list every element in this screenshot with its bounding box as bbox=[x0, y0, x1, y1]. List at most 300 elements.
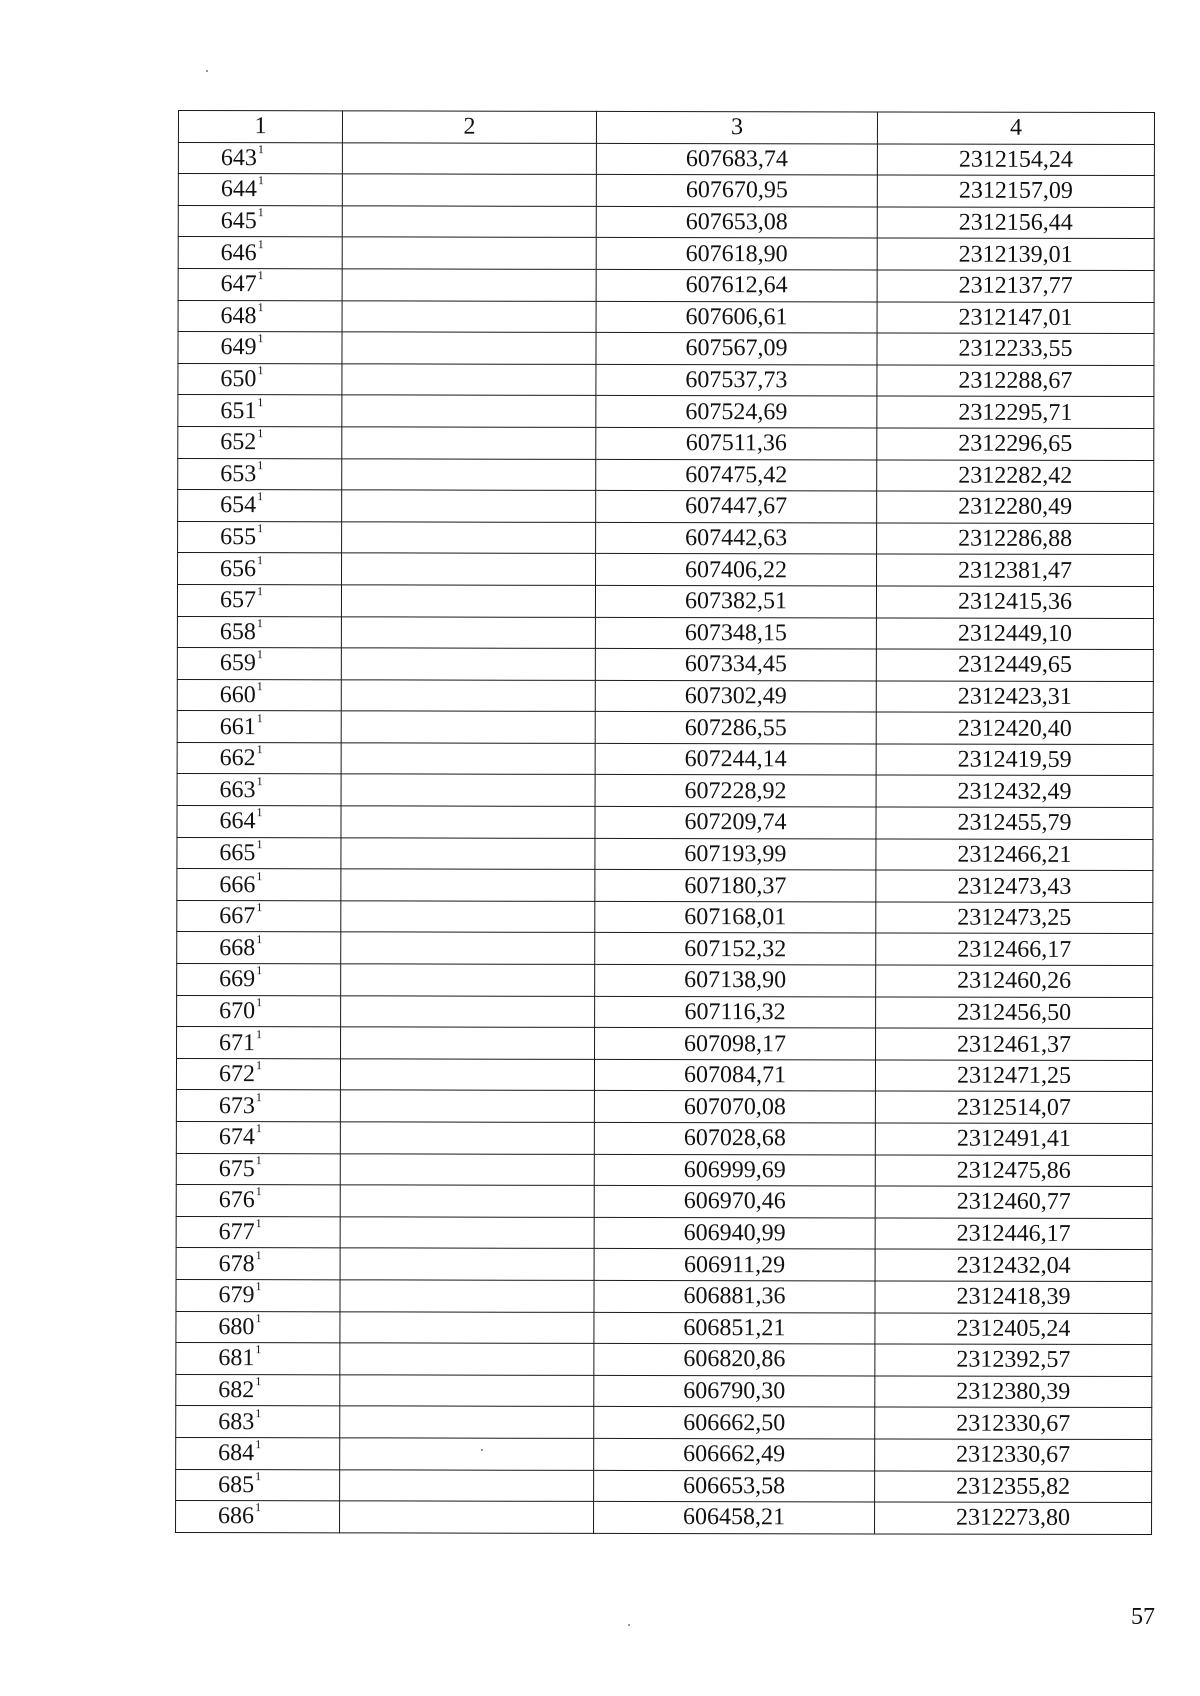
y-coordinate-cell: 2312418,39 bbox=[875, 1281, 1152, 1313]
y-coordinate-cell: 2312432,49 bbox=[876, 775, 1153, 807]
x-coordinate-cell: 607116,32 bbox=[595, 996, 876, 1028]
table-row bbox=[178, 426, 1154, 460]
x-coordinate-cell: 607302,49 bbox=[595, 680, 876, 712]
point-number-cell bbox=[177, 742, 341, 774]
table-row bbox=[176, 1501, 1152, 1535]
point-number-cell bbox=[178, 426, 342, 458]
point-number bbox=[220, 268, 264, 298]
y-coordinate-cell: 2312475,86 bbox=[875, 1155, 1152, 1187]
x-coordinate-cell: 607286,55 bbox=[595, 712, 876, 744]
point-superscript: 1 bbox=[257, 394, 264, 409]
point-number-cell bbox=[178, 521, 342, 553]
point-number-value: 644 bbox=[220, 176, 257, 203]
empty-cell bbox=[341, 711, 595, 743]
point-number-cell bbox=[178, 332, 342, 364]
point-number-cell bbox=[176, 1248, 340, 1280]
table-row bbox=[178, 395, 1154, 429]
point-number bbox=[219, 647, 263, 677]
y-coordinate-cell: 2312405,24 bbox=[875, 1313, 1152, 1345]
empty-cell bbox=[340, 1469, 594, 1501]
empty-cell bbox=[340, 1311, 594, 1343]
y-coordinate-cell: 2312461,37 bbox=[876, 1028, 1153, 1060]
point-number-cell bbox=[177, 584, 341, 616]
point-number-value: 652 bbox=[220, 429, 257, 456]
point-number bbox=[219, 710, 263, 740]
empty-cell bbox=[340, 1406, 594, 1438]
empty-cell bbox=[341, 837, 595, 869]
point-number bbox=[219, 837, 263, 867]
y-coordinate-cell: 2312286,88 bbox=[877, 523, 1154, 555]
empty-cell bbox=[342, 364, 596, 396]
x-coordinate-cell: 606881,36 bbox=[594, 1280, 875, 1312]
table-row bbox=[177, 648, 1153, 682]
y-coordinate-cell: 2312460,26 bbox=[876, 965, 1153, 997]
x-coordinate-cell: 606820,86 bbox=[594, 1344, 875, 1376]
point-superscript: 1 bbox=[255, 1279, 262, 1294]
point-number bbox=[218, 1342, 262, 1372]
table-row bbox=[178, 553, 1154, 587]
y-coordinate-cell: 2312491,41 bbox=[875, 1123, 1152, 1155]
point-superscript: 1 bbox=[256, 837, 263, 852]
y-coordinate-cell: 2312449,10 bbox=[876, 617, 1153, 649]
point-number-value: 685 bbox=[218, 1471, 255, 1498]
y-coordinate-cell: 2312415,36 bbox=[876, 586, 1153, 618]
point-number bbox=[219, 868, 263, 898]
point-number-cell bbox=[177, 1027, 341, 1059]
point-superscript: 1 bbox=[256, 931, 263, 946]
x-coordinate-cell: 607244,14 bbox=[595, 743, 876, 775]
point-number-value: 673 bbox=[218, 1092, 255, 1119]
header-cell-4: 4 bbox=[877, 112, 1154, 144]
x-coordinate-cell: 607567,09 bbox=[596, 333, 877, 365]
point-number-value: 654 bbox=[220, 492, 257, 519]
point-number-cell bbox=[177, 616, 341, 648]
point-number-value: 649 bbox=[220, 334, 257, 361]
table-row bbox=[176, 1406, 1152, 1440]
point-number-value: 655 bbox=[220, 524, 257, 551]
x-coordinate-cell: 607683,74 bbox=[596, 143, 877, 175]
table-row bbox=[178, 363, 1154, 397]
point-number bbox=[220, 457, 264, 487]
x-coordinate-cell: 607475,42 bbox=[596, 459, 877, 491]
empty-cell bbox=[340, 1248, 594, 1280]
table-row bbox=[176, 1437, 1152, 1471]
empty-cell bbox=[342, 142, 596, 174]
point-superscript: 1 bbox=[255, 1184, 262, 1199]
table-row bbox=[177, 900, 1153, 934]
point-number bbox=[220, 426, 264, 456]
y-coordinate-cell: 2312154,24 bbox=[877, 144, 1154, 176]
point-number-cell bbox=[176, 1185, 340, 1217]
point-number-cell bbox=[177, 900, 341, 932]
point-superscript: 1 bbox=[255, 1374, 262, 1389]
x-coordinate-cell: 607653,08 bbox=[596, 206, 877, 238]
table-row bbox=[177, 995, 1153, 1029]
point-superscript: 1 bbox=[257, 236, 264, 251]
point-number-cell bbox=[178, 553, 342, 585]
x-coordinate-cell: 606999,69 bbox=[594, 1154, 875, 1186]
point-number-value: 676 bbox=[218, 1187, 255, 1214]
x-coordinate-cell: 607348,15 bbox=[595, 617, 876, 649]
point-number-cell bbox=[177, 837, 341, 869]
point-superscript: 1 bbox=[257, 521, 264, 536]
empty-cell bbox=[341, 680, 595, 712]
table-header bbox=[178, 111, 1154, 145]
x-coordinate-cell: 607406,22 bbox=[596, 554, 877, 586]
y-coordinate-cell: 2312288,67 bbox=[877, 365, 1154, 397]
x-coordinate-cell: 607138,90 bbox=[595, 964, 876, 996]
point-number-cell bbox=[176, 1121, 340, 1153]
x-coordinate-cell: 607228,92 bbox=[595, 775, 876, 807]
point-number-cell bbox=[176, 1058, 340, 1090]
point-superscript: 1 bbox=[256, 679, 263, 694]
point-number bbox=[220, 331, 264, 361]
empty-cell bbox=[341, 932, 595, 964]
header-row bbox=[178, 111, 1154, 145]
x-coordinate-cell: 606911,29 bbox=[594, 1249, 875, 1281]
point-number-value: 683 bbox=[218, 1408, 255, 1435]
y-coordinate-cell: 2312473,43 bbox=[876, 870, 1153, 902]
point-number bbox=[220, 489, 264, 519]
point-superscript: 1 bbox=[256, 615, 263, 630]
point-number-value: 653 bbox=[220, 460, 257, 487]
y-coordinate-cell: 2312157,09 bbox=[877, 175, 1154, 207]
x-coordinate-cell: 606790,30 bbox=[594, 1375, 875, 1407]
table-row bbox=[176, 1311, 1152, 1345]
point-superscript: 1 bbox=[257, 268, 264, 283]
x-coordinate-cell: 607168,01 bbox=[595, 901, 876, 933]
point-superscript: 1 bbox=[256, 773, 263, 788]
point-number-value: 681 bbox=[218, 1345, 255, 1372]
header-cell-2: 2 bbox=[342, 111, 596, 143]
x-coordinate-cell: 607180,37 bbox=[595, 870, 876, 902]
y-coordinate-cell: 2312147,01 bbox=[877, 302, 1154, 334]
x-coordinate-cell: 607334,45 bbox=[595, 648, 876, 680]
x-coordinate-cell: 606662,50 bbox=[594, 1407, 875, 1439]
table-body bbox=[176, 142, 1155, 1534]
empty-cell bbox=[341, 869, 595, 901]
point-number-cell bbox=[176, 1501, 340, 1533]
point-superscript: 1 bbox=[257, 457, 264, 473]
empty-cell bbox=[341, 995, 595, 1027]
x-coordinate-cell: 607209,74 bbox=[595, 806, 876, 838]
table-row bbox=[176, 1216, 1152, 1250]
point-superscript: 1 bbox=[257, 173, 264, 188]
table-row bbox=[176, 1185, 1152, 1219]
table-row bbox=[177, 774, 1153, 808]
point-number bbox=[220, 173, 264, 203]
y-coordinate-cell: 2312514,07 bbox=[875, 1091, 1152, 1123]
empty-cell bbox=[341, 743, 595, 775]
point-superscript: 1 bbox=[256, 995, 263, 1010]
y-coordinate-cell: 2312466,17 bbox=[876, 933, 1153, 965]
point-number-value: 647 bbox=[220, 271, 257, 298]
point-number-cell bbox=[176, 1153, 340, 1185]
table-row bbox=[176, 1090, 1152, 1124]
table-row bbox=[178, 458, 1154, 492]
point-number-cell bbox=[176, 1437, 340, 1469]
table-row bbox=[177, 711, 1153, 745]
table-row bbox=[178, 490, 1154, 524]
point-number bbox=[219, 584, 264, 614]
point-number-cell bbox=[178, 142, 342, 174]
point-number-cell bbox=[177, 711, 341, 743]
table-row bbox=[176, 1058, 1152, 1092]
point-superscript: 1 bbox=[257, 489, 264, 504]
point-number bbox=[218, 1437, 262, 1467]
x-coordinate-cell: 607152,32 bbox=[595, 933, 876, 965]
x-coordinate-cell: 606662,49 bbox=[594, 1438, 875, 1470]
y-coordinate-cell: 2312466,21 bbox=[876, 839, 1153, 871]
point-superscript: 1 bbox=[256, 868, 263, 883]
point-number bbox=[218, 1279, 262, 1309]
point-number-value: 678 bbox=[218, 1250, 255, 1277]
point-number bbox=[218, 1405, 262, 1435]
y-coordinate-cell: 2312381,47 bbox=[877, 554, 1154, 586]
point-superscript: 1 bbox=[256, 742, 263, 757]
empty-cell bbox=[340, 1122, 594, 1154]
point-number bbox=[218, 1216, 262, 1246]
point-number-value: 645 bbox=[220, 208, 257, 235]
point-number-value: 656 bbox=[220, 555, 257, 582]
point-superscript: 1 bbox=[257, 300, 264, 315]
point-superscript: 1 bbox=[255, 1121, 262, 1136]
x-coordinate-cell: 606458,21 bbox=[594, 1501, 875, 1533]
table-row bbox=[176, 1469, 1152, 1503]
point-number-cell bbox=[178, 205, 342, 237]
point-number-value: 664 bbox=[219, 808, 256, 835]
x-coordinate-cell: 607070,08 bbox=[594, 1091, 875, 1123]
table-row bbox=[178, 205, 1154, 239]
table-row bbox=[176, 1248, 1152, 1282]
y-coordinate-cell: 2312330,67 bbox=[875, 1407, 1152, 1439]
empty-cell bbox=[342, 237, 596, 269]
point-number-cell bbox=[176, 1343, 340, 1375]
y-coordinate-cell: 2312330,67 bbox=[875, 1439, 1152, 1471]
point-number bbox=[220, 394, 264, 424]
empty-cell bbox=[340, 1343, 594, 1375]
x-coordinate-cell: 607618,90 bbox=[596, 238, 877, 270]
point-number bbox=[219, 615, 263, 645]
point-number-cell bbox=[176, 1216, 340, 1248]
table-row bbox=[177, 616, 1153, 650]
point-number bbox=[219, 742, 263, 772]
point-number-cell bbox=[176, 1090, 340, 1122]
y-coordinate-cell: 2312156,44 bbox=[877, 207, 1154, 239]
point-superscript: 1 bbox=[257, 552, 264, 567]
table-row bbox=[177, 964, 1153, 998]
point-number-value: 674 bbox=[218, 1124, 255, 1151]
y-coordinate-cell: 2312471,25 bbox=[875, 1060, 1152, 1092]
empty-cell bbox=[342, 206, 596, 238]
empty-cell bbox=[340, 1059, 594, 1091]
point-superscript: 1 bbox=[256, 647, 263, 662]
point-superscript: 1 bbox=[255, 1247, 262, 1262]
point-superscript: 1 bbox=[255, 1405, 262, 1420]
point-number bbox=[220, 205, 264, 235]
x-coordinate-cell: 607442,63 bbox=[596, 522, 877, 554]
point-number bbox=[220, 552, 264, 582]
point-superscript: 1 bbox=[256, 710, 263, 725]
empty-cell bbox=[341, 774, 595, 806]
scan-speck bbox=[206, 70, 208, 72]
point-number bbox=[219, 679, 263, 709]
empty-cell bbox=[340, 1090, 594, 1122]
y-coordinate-cell: 2312392,57 bbox=[875, 1344, 1152, 1376]
table-row bbox=[178, 174, 1154, 208]
point-number bbox=[218, 1184, 262, 1214]
point-number-cell bbox=[176, 1279, 340, 1311]
point-superscript: 1 bbox=[257, 426, 264, 441]
x-coordinate-cell: 607511,36 bbox=[596, 427, 877, 459]
x-coordinate-cell: 606851,21 bbox=[594, 1312, 875, 1344]
point-number-cell bbox=[176, 1311, 340, 1343]
empty-cell bbox=[342, 174, 596, 206]
table-row bbox=[177, 869, 1153, 903]
y-coordinate-cell: 2312419,59 bbox=[876, 744, 1153, 776]
point-superscript: 1 bbox=[257, 331, 264, 346]
point-number bbox=[220, 142, 264, 172]
point-number-cell bbox=[178, 174, 342, 206]
empty-cell bbox=[342, 522, 596, 554]
point-number-cell bbox=[177, 995, 341, 1027]
point-number bbox=[219, 900, 263, 930]
point-number-cell bbox=[177, 806, 341, 838]
y-coordinate-cell: 2312460,77 bbox=[875, 1186, 1152, 1218]
empty-cell bbox=[342, 458, 596, 490]
table-row bbox=[177, 806, 1153, 840]
point-superscript: 1 bbox=[257, 363, 264, 378]
x-coordinate-cell: 606940,99 bbox=[594, 1217, 875, 1249]
point-number-value: 662 bbox=[219, 745, 256, 772]
x-coordinate-cell: 607193,99 bbox=[595, 838, 876, 870]
table-row bbox=[177, 837, 1153, 871]
empty-cell bbox=[342, 300, 596, 332]
table-row bbox=[176, 1343, 1152, 1377]
x-coordinate-cell: 607447,67 bbox=[596, 491, 877, 523]
point-superscript: 1 bbox=[255, 1058, 263, 1073]
point-number-value: 675 bbox=[218, 1155, 255, 1183]
point-number bbox=[219, 1026, 263, 1056]
table-row bbox=[178, 300, 1154, 334]
table-row bbox=[177, 1027, 1153, 1061]
y-coordinate-cell: 2312456,50 bbox=[876, 997, 1153, 1029]
point-superscript: 1 bbox=[256, 805, 263, 820]
empty-cell bbox=[342, 269, 596, 301]
header-cell-3: 3 bbox=[596, 111, 877, 143]
point-superscript: 1 bbox=[255, 1437, 262, 1452]
point-number bbox=[219, 931, 263, 961]
table-row bbox=[176, 1374, 1152, 1408]
point-superscript: 1 bbox=[255, 1311, 262, 1326]
page-number: 57 bbox=[1131, 1604, 1155, 1630]
point-number-value: 677 bbox=[218, 1219, 255, 1246]
point-number-value: 670 bbox=[219, 998, 256, 1025]
point-number-cell bbox=[178, 395, 342, 427]
table-row bbox=[177, 742, 1153, 776]
y-coordinate-cell: 2312446,17 bbox=[875, 1218, 1152, 1250]
point-superscript: 1 bbox=[256, 963, 263, 978]
y-coordinate-cell: 2312423,31 bbox=[876, 681, 1153, 713]
y-coordinate-cell: 2312233,55 bbox=[877, 333, 1154, 365]
empty-cell bbox=[342, 427, 596, 459]
point-number bbox=[219, 995, 263, 1025]
empty-cell bbox=[340, 1501, 594, 1533]
y-coordinate-cell: 2312137,77 bbox=[877, 270, 1154, 302]
point-number-cell bbox=[178, 458, 342, 490]
point-number-value: 668 bbox=[219, 934, 256, 961]
point-superscript: 1 bbox=[256, 900, 263, 915]
point-number bbox=[218, 1247, 262, 1277]
point-number-cell bbox=[178, 237, 342, 269]
header-cell-1: 1 bbox=[178, 111, 342, 143]
point-number-cell bbox=[177, 648, 341, 680]
point-number-value: 659 bbox=[219, 650, 256, 677]
y-coordinate-cell: 2312449,65 bbox=[876, 649, 1153, 681]
y-coordinate-cell: 2312295,71 bbox=[877, 396, 1154, 428]
point-number bbox=[218, 1468, 262, 1498]
point-number bbox=[219, 963, 263, 993]
point-number-value: 663 bbox=[219, 776, 256, 803]
point-number bbox=[218, 1374, 262, 1404]
empty-cell bbox=[340, 1375, 594, 1407]
y-coordinate-cell: 2312473,25 bbox=[876, 902, 1153, 934]
table-row bbox=[178, 237, 1154, 271]
point-number-value: 665 bbox=[219, 840, 256, 867]
table-row bbox=[176, 1279, 1152, 1313]
point-number-cell bbox=[176, 1374, 340, 1406]
table-row bbox=[178, 521, 1154, 555]
empty-cell bbox=[341, 616, 595, 648]
x-coordinate-cell: 607028,68 bbox=[594, 1122, 875, 1154]
point-number-cell bbox=[176, 1469, 340, 1501]
point-number-value: 660 bbox=[219, 682, 256, 709]
empty-cell bbox=[340, 1438, 594, 1470]
x-coordinate-cell: 607382,51 bbox=[595, 585, 876, 617]
point-superscript: 1 bbox=[255, 1216, 262, 1231]
point-number bbox=[218, 1500, 262, 1530]
coordinates-table bbox=[175, 110, 1155, 1535]
point-number bbox=[218, 1311, 262, 1341]
point-number bbox=[218, 1089, 262, 1119]
point-number bbox=[220, 521, 264, 551]
y-coordinate-cell: 2312280,49 bbox=[877, 491, 1154, 523]
x-coordinate-cell: 607098,17 bbox=[595, 1028, 876, 1060]
point-superscript: 1 bbox=[257, 205, 264, 220]
empty-cell bbox=[340, 1185, 594, 1217]
table-row bbox=[177, 932, 1153, 966]
point-superscript: 1 bbox=[255, 1468, 262, 1484]
point-number-cell bbox=[177, 964, 341, 996]
empty-cell bbox=[340, 1153, 594, 1185]
table-row bbox=[177, 584, 1153, 618]
point-number-value: 682 bbox=[218, 1377, 255, 1404]
y-coordinate-cell: 2312273,80 bbox=[875, 1502, 1152, 1534]
point-number-value: 651 bbox=[220, 397, 257, 424]
point-number-cell bbox=[178, 268, 342, 300]
point-superscript: 1 bbox=[256, 584, 264, 599]
point-number-cell bbox=[178, 363, 342, 395]
table-row bbox=[176, 1153, 1152, 1187]
x-coordinate-cell: 607670,95 bbox=[596, 175, 877, 207]
point-number-value: 646 bbox=[220, 239, 257, 266]
point-number-value: 667 bbox=[219, 903, 256, 930]
y-coordinate-cell: 2312139,01 bbox=[877, 238, 1154, 270]
point-number bbox=[220, 236, 264, 266]
empty-cell bbox=[342, 553, 596, 585]
point-number-value: 679 bbox=[218, 1282, 255, 1309]
point-number bbox=[218, 1121, 262, 1151]
